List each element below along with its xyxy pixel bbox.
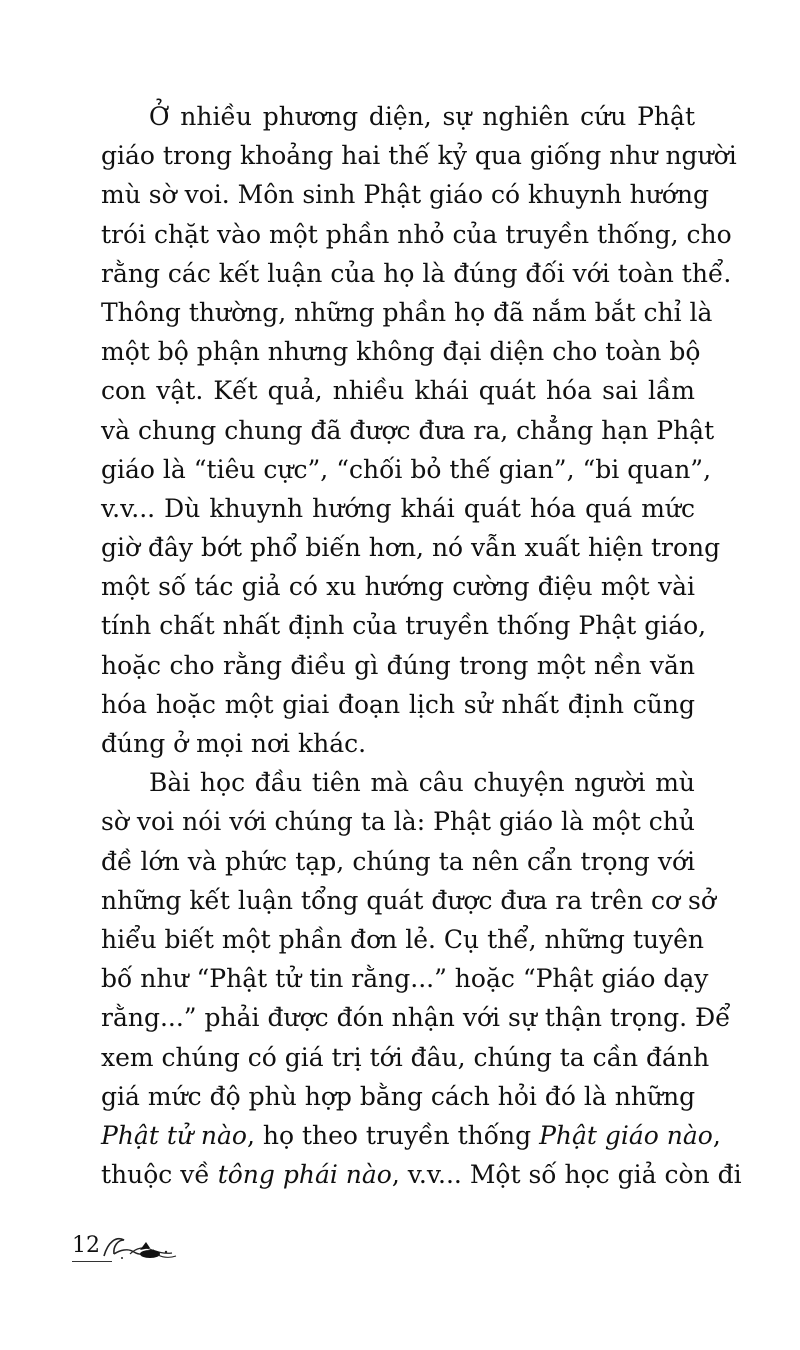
text-run: trói chặt vào một phần nhỏ của truyền thống, cho: [101, 219, 732, 249]
body-text: [101, 97, 742, 1194]
text-run: hoặc cho rằng điều gì đúng trong một nền văn: [101, 650, 695, 680]
text-line: [101, 215, 732, 254]
text-line: [101, 1155, 742, 1194]
text-run: tính chất nhất định của truyền thống Phật giáo,: [101, 611, 707, 641]
text-run: , v.v... Một số học giả còn đi: [391, 1160, 742, 1190]
text-line: [101, 646, 695, 685]
text-line: [101, 1116, 721, 1155]
text-run: một số tác giả có xu hướng cường điệu một vài: [101, 572, 695, 602]
page-number: 12: [72, 1233, 100, 1258]
text-run: và chung chung đã được đưa ra, chẳng hạn Phật: [101, 415, 715, 445]
text-run: Bài học đầu tiên mà câu chuyện người mù: [149, 768, 695, 798]
text-run: những kết luận tổng quát được đưa ra trên cơ sở: [101, 885, 716, 915]
text-run: bố như “Phật tử tin rằng...” hoặc “Phật giáo dạy: [101, 964, 709, 994]
text-line: [101, 998, 731, 1037]
text-run: một bộ phận nhưng không đại diện cho toàn bộ: [101, 337, 701, 367]
text-line: [101, 450, 712, 489]
text-line: [101, 763, 695, 802]
text-line: [101, 254, 732, 293]
text-line: [101, 606, 707, 645]
text-run: giá mức độ phù hợp bằng cách hỏi đó là những: [101, 1081, 696, 1111]
text-run: thuộc về: [101, 1160, 218, 1190]
italic-text: tông phái nào: [217, 1160, 392, 1190]
text-run: giờ đây bớt phổ biến hơn, nó vẫn xuất hiện trong: [101, 533, 721, 563]
text-line: [101, 175, 710, 214]
ornament-icon: [100, 1230, 180, 1266]
text-run: đúng ở mọi nơi khác.: [101, 729, 367, 758]
text-line: [101, 842, 695, 881]
text-run: , họ theo truyền thống: [246, 1120, 540, 1150]
text-run: con vật. Kết quả, nhiều khái quát hóa sai lầm: [101, 376, 695, 406]
text-line: [101, 136, 737, 175]
text-run: rằng...” phải được đón nhận với sự thận trọng. Để: [101, 1003, 731, 1033]
text-line: [101, 411, 715, 450]
text-run: ,: [712, 1120, 721, 1150]
text-line: [101, 802, 695, 841]
text-line: [101, 724, 695, 763]
text-run: đề lớn và phức tạp, chúng ta nên cẩn trọng với: [101, 846, 695, 876]
text-line: [101, 489, 695, 528]
text-run: mù sờ voi. Môn sinh Phật giáo có khuynh hướng: [101, 180, 710, 210]
text-run: v.v... Dù khuynh hướng khái quát hóa quá mức: [101, 493, 695, 523]
text-run: hiểu biết một phần đơn lẻ. Cụ thể, những tuyên: [101, 924, 705, 954]
text-run: giáo trong khoảng hai thế kỷ qua giống như người: [101, 141, 737, 171]
text-line: [101, 1077, 695, 1116]
text-line: [101, 685, 695, 724]
text-line: [101, 97, 695, 136]
text-run: xem chúng có giá trị tới đâu, chúng ta cần đánh: [101, 1042, 710, 1072]
text-run: hóa hoặc một giai đoạn lịch sử nhất định cũng: [101, 689, 695, 719]
text-run: giáo là “tiêu cực”, “chối bỏ thế gian”, “bi quan”,: [101, 454, 712, 484]
text-run: sờ voi nói với chúng ta là: Phật giáo là một chủ: [101, 807, 695, 837]
text-line: [101, 881, 716, 920]
text-run: rằng các kết luận của họ là đúng đối với toàn thể.: [101, 258, 732, 288]
page-footer: [72, 1228, 192, 1268]
text-line: [101, 920, 705, 959]
text-line: [101, 959, 709, 998]
text-line: [101, 371, 695, 410]
text-line: [101, 332, 701, 371]
text-line: [101, 567, 695, 606]
text-line: [101, 1038, 710, 1077]
italic-text: Phật giáo nào: [539, 1120, 713, 1150]
italic-text: Phật tử nào: [101, 1120, 247, 1150]
text-line: [101, 528, 721, 567]
text-run: Ở nhiều phương diện, sự nghiên cứu Phật: [149, 102, 695, 131]
text-run: Thông thường, những phần họ đã nắm bắt chỉ là: [101, 297, 713, 327]
text-line: [101, 293, 713, 332]
